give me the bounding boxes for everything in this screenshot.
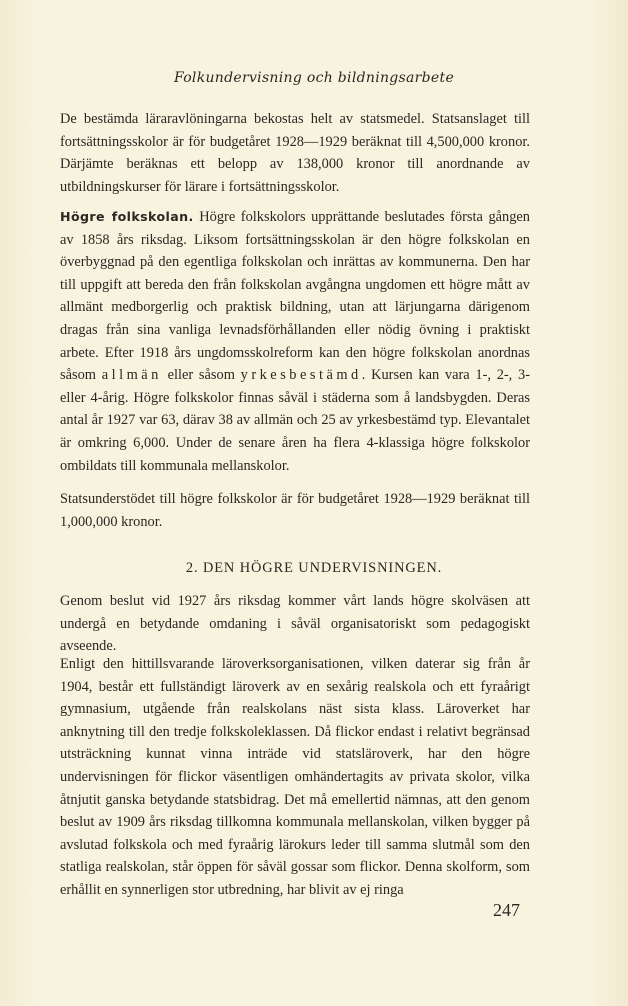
paragraph-text-part-3: . Kursen kan vara 1-, 2-, 3- eller 4-årig. Högre folkskolor finnas såväl i städerna som å landsbygden. Deras antal år 1927 var 63, därav 38 av allmän och 25 av yrkesbestämd typ. Elevantalet är omkring 6,000. Under de senare åren ha flera 4-klassiga högre folkskolor ombildats till kommunala mellanskolor. <box>60 367 530 474</box>
spaced-term-yrkesbestamd: yrkesbestämd <box>240 367 362 384</box>
paragraph-text-part-1: Högre folkskolors upprättande beslutades första gången av 1858 års riksdag. Liksom fortsättningsskolan är den högre folkskolan en överbyggnad på den egentliga folkskolan och inrättas av kommunerna. Den har till uppgift att bereda den från folkskolan avgångna ungdomen ett högre mått av allmänt medborgerlig och praktisk bildning, utan att lärjungarna därigenom dragas från sina vanliga levnadsförhållanden eller nödig övning i praktiskt arbete. Efter 1918 års ungdomsskolreform kan den högre folkskolan anordnas såsom <box>60 209 530 384</box>
paragraph-reform-decision: Genom beslut vid 1927 års riksdag kommer vårt lands högre skolväsen att undergå en betydande omdaning i såväl organisatoriskt som pedagogiskt avseende. <box>60 593 530 655</box>
spaced-term-allman: allmän <box>101 367 162 384</box>
paragraph-state-funding: De bestämda läraravlöningarna bekostas helt av statsmedel. Statsanslaget till fortsättningsskolor är för budgetåret 1928—1929 beräknat till 4,500,000 kronor. Därjämte beräknas ett belopp av 138,000 kronor till anordnande av utbildningskurser för lärare i fortsättningsskolor. <box>60 111 530 195</box>
page-number: 247 <box>493 900 520 920</box>
paragraph-state-subsidy: Statsunderstödet till högre folkskolor är för budgetåret 1928—1929 beräknat till 1,000,000 kronor. <box>60 491 530 530</box>
paragraph-hogre-folkskolan <box>60 206 530 477</box>
running-head: Folkundervisning och bildningsarbete <box>173 70 455 86</box>
section-heading: 2. DEN HÖGRE UNDERVISNINGEN. <box>185 560 443 576</box>
paragraph-text-part-2: eller såsom <box>161 367 241 384</box>
paragraph-school-organisation: Enligt den hittillsvarande läroverksorganisationen, vilken daterar sig från år 1904, består ett fullständigt läroverk av en sexårig realskola och ett fyraårigt gymnasium, utgående från realskolans näst sista klass. Läroverket har anknytning till den tredje folkskoleklassen. Då flickor endast i relativt begränsad utsträckning kunnat vinna inträde vid statsläroverk, har den högre undervisningen för flickor väsentligen omhändertagits av privata skolor, vilka åtnjutit ganska betydande statsbidrag. Det må emellertid nämnas, att den genom beslut av 1909 års riksdag tillkomna kommunala mellanskolan, vilken bygger på avslutad folkskola och med fyraårig lärokurs leder till samma slutmål som den statliga realskolan, står öppen för såväl gossar som flickor. Denna skolform, som erhållit en synnerligen stor utbredning, har blivit av ej ringa <box>60 656 530 898</box>
section-lead-hogre-folkskolan: Högre folkskolan. <box>60 209 194 224</box>
